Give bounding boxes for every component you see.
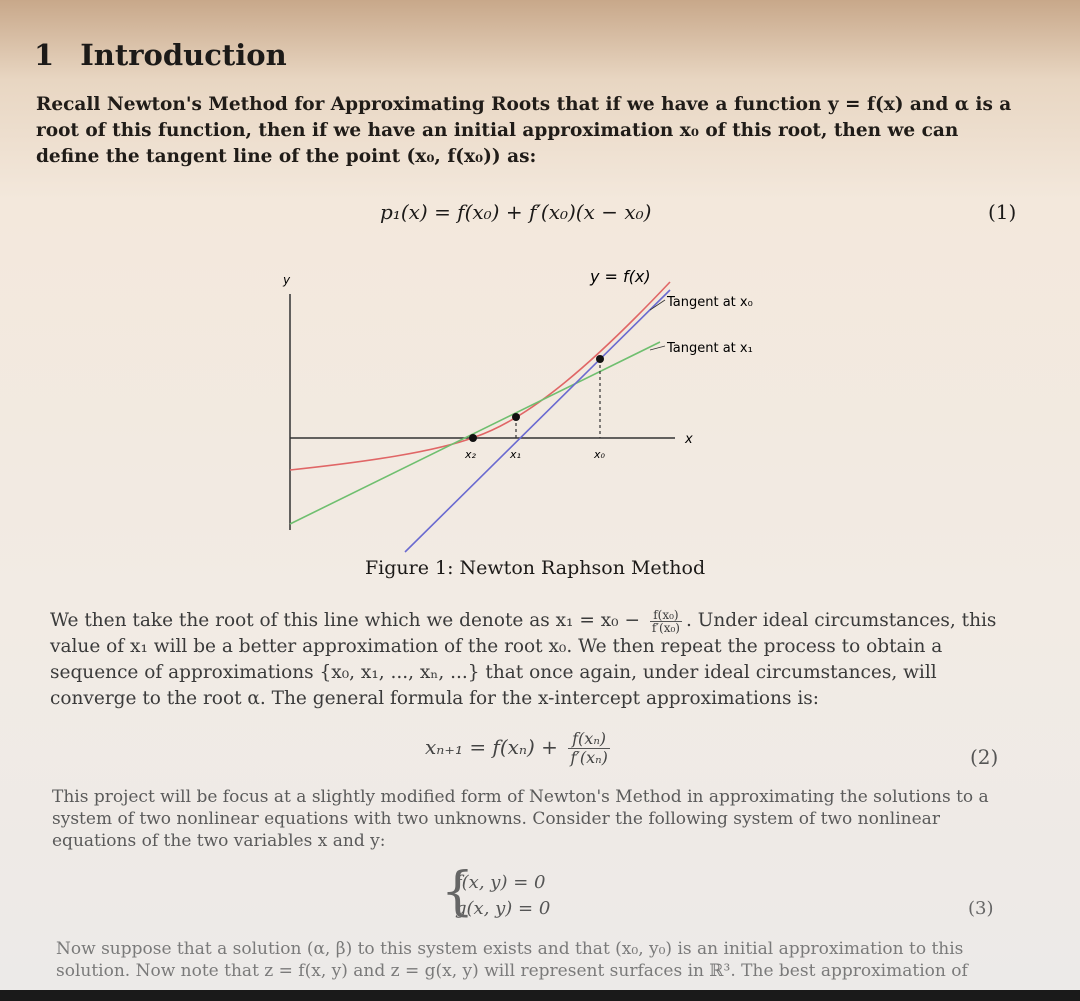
paragraph-three: This project will be focus at a slightly modified form of Newton's Method in approximating the solutions to a system of two nonlinear equations with two unknowns. Consider the following system of two nonlinear equations of the two variables x and y: bbox=[52, 787, 989, 851]
paragraph-two bbox=[50, 608, 1005, 712]
point-x1 bbox=[512, 413, 520, 421]
section-title: Introduction bbox=[80, 38, 287, 72]
function-curve bbox=[290, 282, 670, 470]
tangent-x0-label: Tangent at x₀ bbox=[667, 295, 753, 310]
equation-3-number: (3) bbox=[968, 898, 994, 919]
x0-tick-label: x₀ bbox=[594, 448, 605, 461]
point-x0 bbox=[596, 355, 604, 363]
screen-bottom-edge bbox=[0, 990, 1080, 1001]
newton-figure bbox=[285, 262, 785, 552]
section-number: 1 bbox=[34, 38, 55, 72]
system-line-1: f(x, y) = 0 bbox=[455, 872, 546, 893]
tangent-x0-line bbox=[405, 290, 670, 552]
x2-tick-label: x₂ bbox=[465, 448, 476, 461]
section-heading bbox=[34, 38, 287, 72]
tangent-x1-label: Tangent at x₁ bbox=[667, 341, 753, 356]
equation-2-lhs: xₙ₊₁ = f(xₙ) + bbox=[425, 735, 558, 759]
equation-1: p₁(x) = f(x₀) + f′(x₀)(x − x₀) bbox=[380, 200, 652, 224]
tangent-x1-line bbox=[290, 342, 660, 524]
fraction-f-x0 bbox=[650, 609, 682, 634]
paragraph-four: Now suppose that a solution (α, β) to this system exists and that (x₀, y₀) is an initial approximation to this solution. Now note that z = f(x, y) and z = g(x, y) will represent surfaces in ℝ³. The best approximation of bbox=[56, 939, 968, 981]
equation-2-number: (2) bbox=[970, 745, 999, 769]
equation-2-numerator: f(xₙ) bbox=[568, 730, 610, 749]
point-x2 bbox=[469, 434, 477, 442]
equation-3-system bbox=[441, 862, 551, 922]
figure-caption: Figure 1: Newton Raphson Method bbox=[365, 557, 706, 579]
system-brace: { bbox=[441, 862, 475, 922]
x-axis-label: x bbox=[685, 432, 693, 447]
y-axis-label: y bbox=[283, 273, 291, 287]
fraction-denominator: f′(x₀) bbox=[651, 620, 680, 635]
paragraph-two-start: We then take the root of this line which we denote as x₁ = x₀ − bbox=[50, 610, 640, 631]
equation-2-fraction bbox=[568, 730, 610, 767]
intro-paragraph: Recall Newton's Method for Approximating Roots that if we have a function y = f(x) and α is a root of this function, then if we have an initial approximation x₀ of this root, then we can define the tangent line of the point (x₀, f(x₀)) as: bbox=[36, 94, 1012, 167]
paragraph-two-end: . Under ideal circumstances, this value of x₁ will be a better approximation of the root x₀. We then repeat the process to obtain a sequence of approximations {x₀, x₁, ..., xₙ, ...} that once again, under ideal circumstances, will converge to the root α. The general formula for the x-intercept approximations is: bbox=[50, 610, 997, 709]
fraction-numerator: f(x₀) bbox=[650, 609, 682, 622]
x1-tick-label: x₁ bbox=[510, 448, 521, 461]
system-line-2: g(x, y) = 0 bbox=[455, 898, 551, 919]
equation-2 bbox=[425, 730, 614, 767]
equation-1-number: (1) bbox=[988, 200, 1017, 224]
equation-2-denominator: f′(xₙ) bbox=[570, 748, 608, 767]
curve-label: y = f(x) bbox=[590, 267, 651, 286]
